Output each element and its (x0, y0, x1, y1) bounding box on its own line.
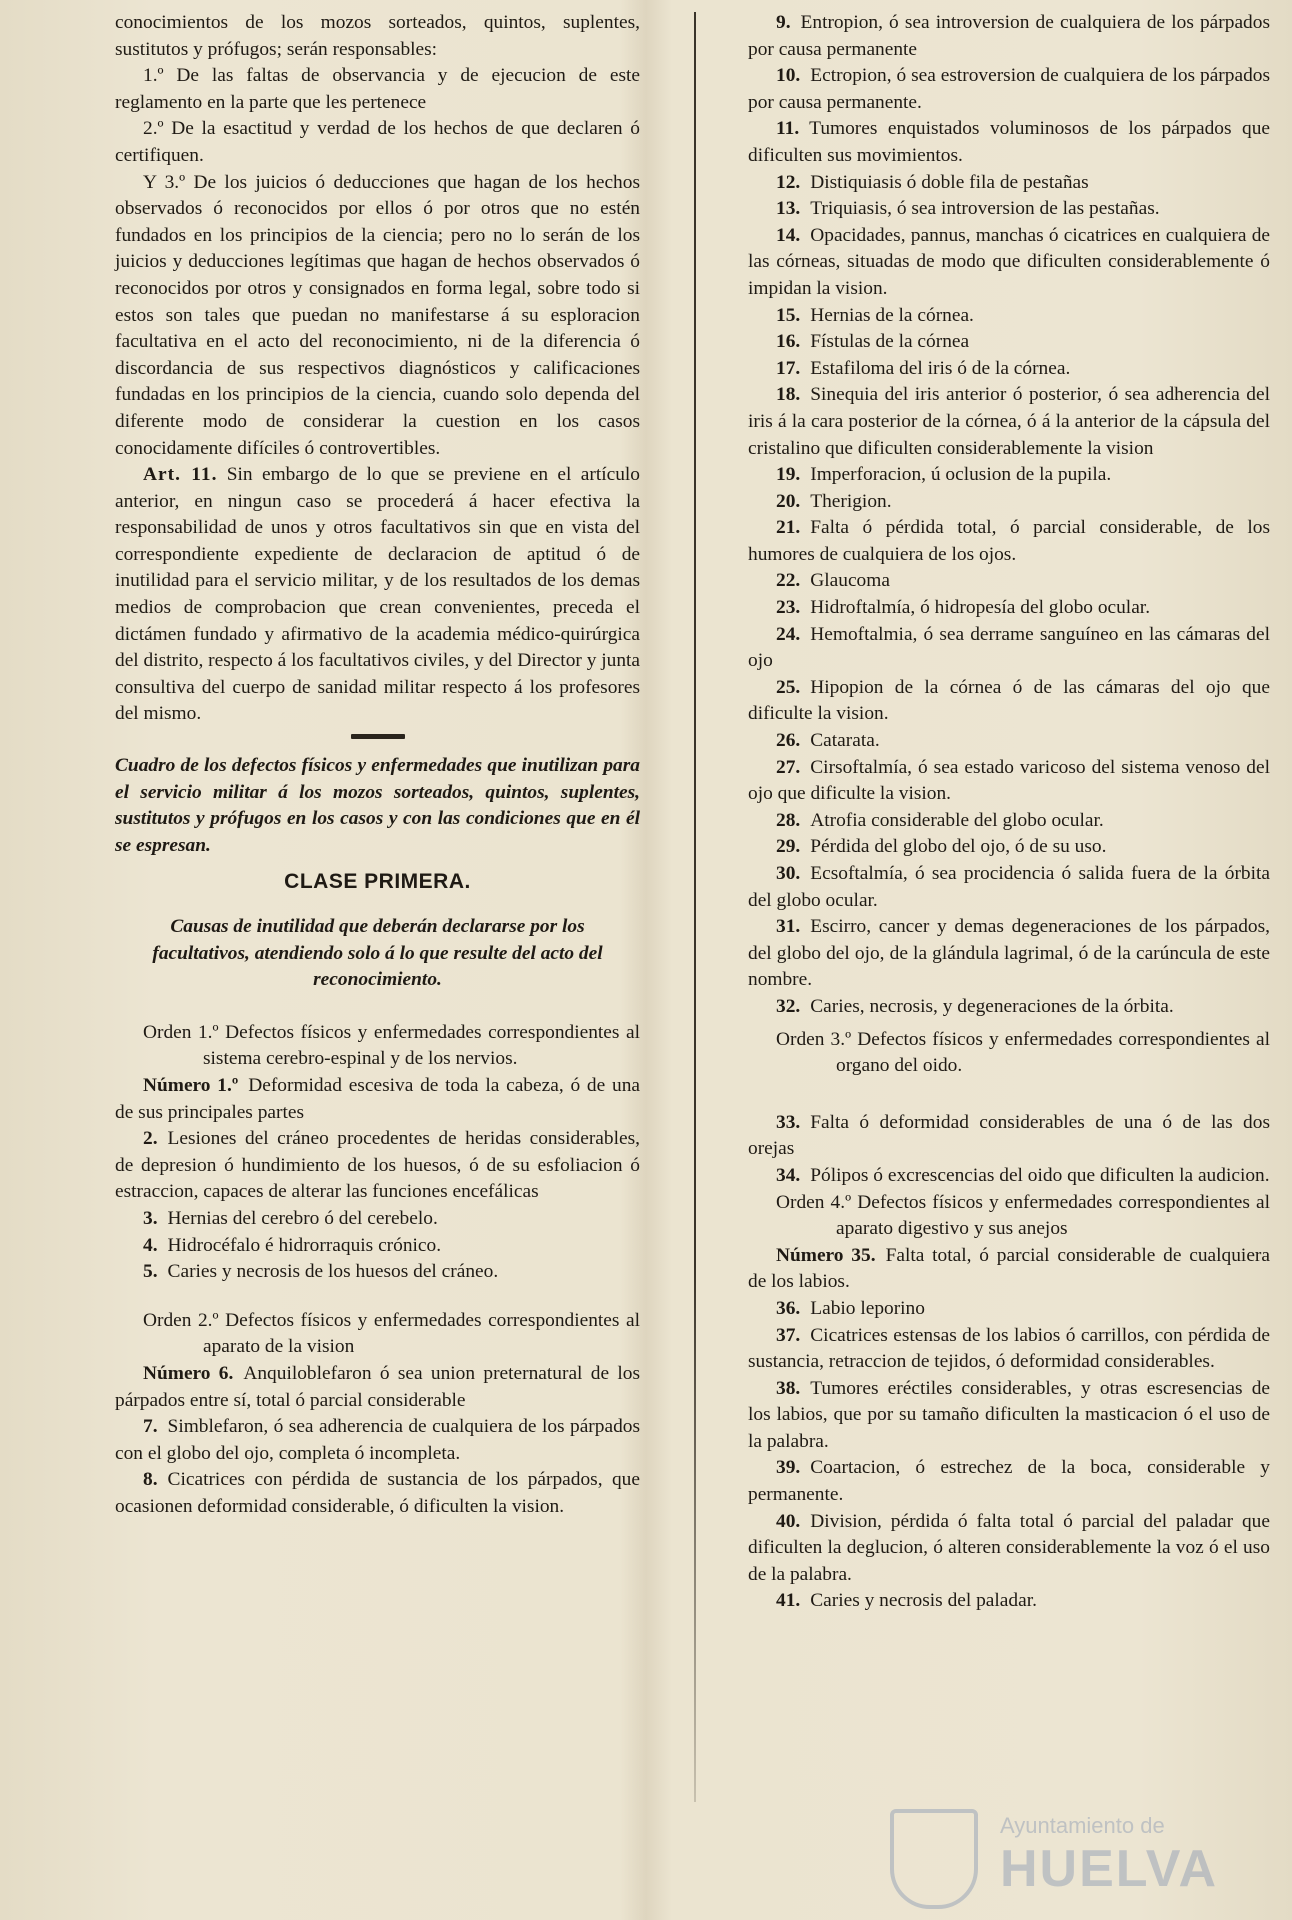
list-item: 8. Cicatrices con pérdida de sustancia de los párpados, que ocasionen deformidad considerable, ó dificulten la vision. (115, 1469, 640, 1517)
responsibility-2: 2.º De la esactitud y verdad de los hechos de que declaren ó certifiquen. (115, 118, 640, 166)
list-item: 23. Hidroftalmía, ó hidropesía del globo ocular. (776, 597, 1151, 619)
section-rule (351, 734, 405, 739)
intro-paragraph: conocimientos de los mozos sorteados, quintos, suplentes, sustitutos y prófugos; serán responsables: (115, 12, 640, 60)
list-item: 17. Estafiloma del iris ó de la córnea. (776, 357, 1071, 379)
list-item: 38. Tumores eréctiles considerables, y otras escresencias de los labios, que por su tamaño dificulten la masticacion ó el uso de la palabra. (748, 1377, 1270, 1452)
orden-2-list-continued (748, 10, 1270, 1021)
list-item: 37. Cicatrices estensas de los labios ó carrillos, con pérdida de sustancia, retraccion de tejidos, ó deformidad considerables. (748, 1324, 1270, 1373)
orden-2-desc: Defectos físicos y enfermedades correspondientes al aparato de la vision (203, 1309, 640, 1358)
list-item: 25. Hipopion de la córnea ó de las cámaras del ojo que dificulte la vision. (748, 676, 1270, 725)
list-item: 5. Caries y necrosis de los huesos del cráneo. (143, 1261, 499, 1283)
causas-heading: Causas de inutilidad que deberán declararse por los facultativos, atendiendo solo á lo que resulte del acto del reconocimiento. (152, 916, 603, 991)
list-item: 10. Ectropion, ó sea estroversion de cualquiera de los párpados por causa permanente. (748, 65, 1270, 113)
orden-3-desc: Defectos físicos y enfermedades correspondientes al organo del oido. (836, 1028, 1270, 1077)
watermark-line-1: Ayuntamiento de (1000, 1813, 1165, 1838)
list-item: 28. Atrofia considerable del globo ocular. (776, 809, 1104, 831)
list-item: 41. Caries y necrosis del paladar. (776, 1590, 1037, 1612)
list-item: 26. Catarata. (776, 730, 880, 752)
list-item: 16. Fístulas de la córnea (776, 331, 970, 353)
orden-3-label: Orden 3.º (776, 1028, 852, 1050)
orden-1-list (115, 1073, 640, 1286)
left-column (115, 10, 640, 1520)
list-item: 14. Opacidades, pannus, manchas ó cicatrices en cualquiera de las córneas, situadas de modo que dificulten considerablemente ó impidan la vision. (748, 224, 1270, 299)
orden-4-list (748, 1243, 1270, 1615)
list-item: 19. Imperforacion, ú oclusion de la pupila. (776, 464, 1112, 486)
orden-2-heading (143, 1308, 640, 1361)
list-item: 29. Pérdida del globo del ojo, ó de su uso. (776, 836, 1107, 858)
list-item: Número 1.º Deformidad escesiva de toda la cabeza, ó de una de sus principales partes (115, 1074, 640, 1123)
list-item: 32. Caries, necrosis, y degeneraciones de la órbita. (776, 995, 1174, 1017)
list-item: 18. Sinequia del iris anterior ó posterior, ó sea adherencia del iris á la cara posterior de la córnea, ó á la anterior de la cápsula del cristalino que dificulten considerablemente la vision (748, 384, 1270, 459)
list-item: 36. Labio leporino (776, 1297, 925, 1319)
archive-watermark (890, 1805, 1220, 1905)
orden-1-heading (143, 1020, 640, 1073)
list-item: 3. Hernias del cerebro ó del cerebelo. (143, 1207, 438, 1229)
list-item: 27. Cirsoftalmía, ó sea estado varicoso del sistema venoso del ojo que dificulte la vision. (748, 756, 1270, 805)
list-item: 9. Entropion, ó sea introversion de cualquiera de los párpados por causa permanente (748, 12, 1270, 60)
list-item: 34. Pólipos ó excrescencias del oido que dificulten la audicion. (776, 1164, 1270, 1186)
list-item: 22. Glaucoma (776, 570, 890, 592)
orden-4-desc: Defectos físicos y enfermedades correspondientes al aparato digestivo y sus anejos (836, 1191, 1270, 1240)
list-item: 31. Escirro, cancer y demas degeneraciones de los párpados, del globo del ojo, de la glándula lagrimal, ó de la carúncula de este nombre. (748, 916, 1270, 991)
orden-2-label: Orden 2.º (143, 1309, 219, 1331)
orden-1-desc: Defectos físicos y enfermedades correspondientes al sistema cerebro-espinal y de los nervios. (203, 1021, 640, 1070)
list-item: 12. Distiquiasis ó doble fila de pestañas (776, 171, 1089, 193)
orden-2-list (115, 1361, 640, 1521)
watermark-line-2: HUELVA (1000, 1840, 1219, 1898)
list-item: 13. Triquiasis, ó sea introversion de las pestañas. (776, 198, 1160, 220)
list-item: 30. Ecsoftalmía, ó sea procidencia ó salida fuera de la órbita del globo ocular. (748, 863, 1270, 911)
list-item: 21. Falta ó pérdida total, ó parcial considerable, de los humores de cualquiera de los ojos. (748, 517, 1270, 565)
list-item: 40. Division, pérdida ó falta total ó parcial del paladar que dificulten la deglucion, ó alteren considerablemente la voz ó el uso de la palabra. (748, 1510, 1270, 1585)
column-divider (694, 12, 696, 1802)
coat-of-arms-icon (890, 1809, 978, 1909)
orden-4-label: Orden 4.º (776, 1191, 852, 1213)
article-11 (115, 462, 640, 728)
responsibility-1: 1.º De las faltas de observancia y de ejecucion de este reglamento en la parte que les pertenece (115, 65, 640, 113)
article-text: Sin embargo de lo que se previene en el artículo anterior, en ningun caso se procederá á hacer efectiva la responsabilidad de unos y otros facultativos sin que en vista del correspondiente expediente de declaracion de aptitud ó de inutilidad para el servicio militar, y de los resultados de los demas medios de comprobacion que crean convenientes, preceda el dictámen fundado y afirmativo de la academia médico-quirúrgica del distrito, respecto á los facultativos civiles, y del Director y junta consultiva del cuerpo de sanidad militar respecto á los profesores del mismo. (115, 464, 641, 725)
list-item: Número 6. Anquiloblefaron ó sea union preternatural de los párpados entre sí, total ó parcial considerable (115, 1362, 640, 1411)
right-column (748, 10, 1270, 1615)
list-item: 20. Therigion. (776, 490, 892, 512)
cuadro-title: Cuadro de los defectos físicos y enfermedades que inutilizan para el servicio militar á los mozos sorteados, quintos, suplentes, sustitutos y prófugos en los casos y con las condiciones que en él se espresan. (115, 755, 640, 856)
orden-1-label: Orden 1.º (143, 1021, 219, 1043)
list-item: 24. Hemoftalmia, ó sea derrame sanguíneo en las cámaras del ojo (748, 623, 1270, 672)
list-item: 39. Coartacion, ó estrechez de la boca, considerable y permanente. (748, 1457, 1270, 1506)
list-item: Número 35. Falta total, ó parcial considerable de cualquiera de los labios. (748, 1244, 1270, 1293)
list-item: 33. Falta ó deformidad considerables de una ó de las dos orejas (748, 1111, 1270, 1160)
list-item: 4. Hidrocéfalo é hidrorraquis crónico. (143, 1234, 442, 1256)
list-item: 2. Lesiones del cráneo procedentes de heridas considerables, de depresion ó hundimiento de los huesos, ó de su esfoliacion ó estraccion, capaces de alterar las funciones encefálicas (115, 1128, 640, 1203)
list-item: 15. Hernias de la córnea. (776, 304, 974, 326)
orden-3-heading (776, 1027, 1270, 1080)
article-label: Art. 11. (143, 464, 218, 486)
orden-3-list (748, 1110, 1270, 1190)
clase-heading: CLASE PRIMERA. (284, 870, 471, 894)
responsibility-3: Y 3.º De los juicios ó deducciones que hagan de los hechos observados ó reconocidos por ellos ó por otros que no estén fundados en los principios de la ciencia; pero no lo serán de los juicios y deducciones legítimas que hagan de hechos observados ó reconocidos por otros y consignados en forma legal, sobre todo si estos son tales que puedan no manifestarse á su esploracion facultativa en el acto del reconocimiento, ni de la diferencia ó discordancia de sus respectivos diagnósticos y calificaciones fundadas en los principios de la ciencia, cuando solo dependa del diferente modo de considerar la cuestion en los casos conocidamente difíciles ó controvertibles. (115, 171, 640, 459)
list-item: 7. Simblefaron, ó sea adherencia de cualquiera de los párpados con el globo del ojo, completa ó incompleta. (115, 1416, 640, 1464)
orden-4-heading (776, 1190, 1270, 1243)
list-item: 11. Tumores enquistados voluminosos de los párpados que dificulten sus movimientos. (748, 118, 1270, 166)
